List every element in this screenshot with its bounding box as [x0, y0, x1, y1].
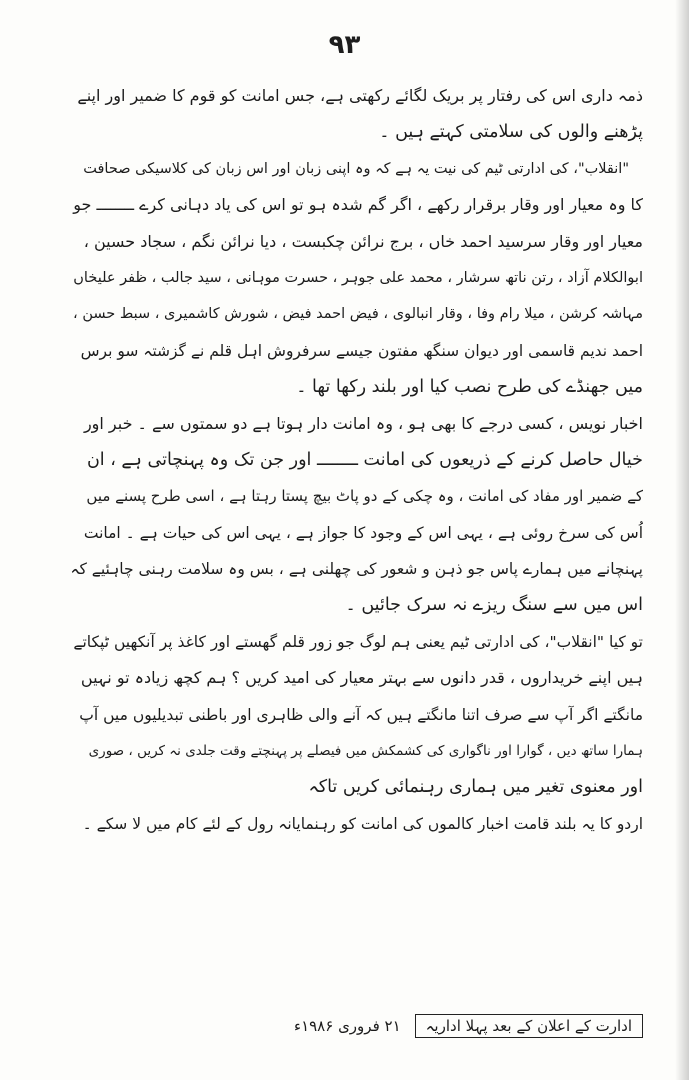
- footer: [150, 1014, 643, 1038]
- binding-shadow: [675, 0, 689, 1080]
- text-line: اس میں سے سنگ ریزے نہ سرک جائیں ۔: [345, 595, 643, 616]
- text-line: مہاشہ کرشن ، میلا رام وفا ، وقار انبالوی ، فیض احمد فیض ، شورش کاشمیری ، سبط حسن ،: [73, 306, 643, 323]
- text-line: کے ضمیر اور مفاد کی امانت ، وہ چکی کے دو پاٹ بیچ پستا رہتا ہے ، اسی طرح پسنے میں: [86, 487, 643, 506]
- text-line: پہنچانے میں ہمارے پاس جو ذہن و شعور کی چھلنی ہے ، بس وہ سلامت رہنی چاہئیے کہ: [70, 560, 643, 579]
- text-line: ہیں اپنے خریداروں ، قدر دانوں سے بہتر معیار کی امید کریں ؟ ہم کچھ زیادہ تو نہیں: [80, 668, 643, 688]
- text-line: تو کیا "انقلاب"، کی ادارتی ٹیم یعنی ہم لوگ جو زور قلم گھستے اور کاغذ پر آنکھیں ٹپکاتے: [73, 632, 643, 651]
- body-text: [70, 78, 643, 842]
- page-number: ۹۳: [328, 30, 361, 60]
- footer-label: ادارت کے اعلان کے بعد پہلا اداریہ: [415, 1014, 643, 1038]
- text-line: ہمارا ساتھ دیں ، گوارا اور ناگواری کی کشمکش میں فیصلے پر پہنچتے وقت جلدی نہ کریں ، صوری: [88, 743, 643, 760]
- text-line: اخبار نویس ، کسی درجے کا بھی ہو ، وہ امانت دار ہوتا ہے دو سمتوں سے ۔ خبر اور: [83, 413, 643, 433]
- text-line: ابوالکلام آزاد ، رتن ناتھ سرشار ، محمد علی جوہر ، حسرت موہانی ، سید جالب ، ظفر علیخاں: [73, 269, 643, 286]
- text-line: ذمہ داری اس کی رفتار پر بریک لگائے رکھتی ہے، جس امانت کو قوم کا ضمیر اور اپنے: [77, 86, 643, 105]
- footer-date: ۲۱ فروری ۱۹۸۶ء: [294, 1017, 401, 1035]
- text-line: اردو کا یہ بلند قامت اخبار کالموں کی امانت کو رہنمایانہ رول کے لئے کام میں لا سکے ۔: [82, 814, 643, 833]
- text-line: معیار اور وقار سرسید احمد خاں ، برج نرائن چکبست ، دیا نرائن نگم ، سجاد حسین ،: [83, 231, 643, 251]
- text-line: اور معنوی تغیر میں ہماری رہنمائی کریں تاکہ: [308, 777, 643, 798]
- text-line: اُس کی سرخ روئی ہے ، یہی اس کے وجود کا جواز ہے ، یہی اس کی حیات ہے ۔ امانت: [83, 523, 643, 542]
- text-line: میں جھنڈے کی طرح نصب کیا اور بلند رکھا تھا ۔: [296, 377, 643, 398]
- text-line: خیال حاصل کرنے کے ذریعوں کی امانت ــــــــ اور جن تک وہ پہنچاتی ہے ، ان: [86, 449, 643, 470]
- text-line: مانگتے اگر آپ سے صرف اتنا مانگتے ہیں کہ آنے والی ظاہری اور باطنی تبدیلیوں میں آپ: [79, 705, 643, 724]
- text-line: پڑھنے والوں کی سلامتی کہتے ہیں ۔: [379, 122, 643, 143]
- text-line: کا وہ معیار اور وقار برقرار رکھے ، اگر گم شدہ ہو تو اس کی یاد دہانی کرے ــــــــ جو: [73, 195, 643, 215]
- text-line: "انقلاب"، کی ادارتی ٹیم کی نیت یہ ہے کہ وہ اپنی زبان اور اس زبان کی کلاسیکی صحافت: [83, 160, 629, 177]
- text-line: احمد ندیم قاسمی اور دیوان سنگھ مفتون جیسے سرفروش اہل قلم نے گزشتہ سو برس: [80, 341, 643, 360]
